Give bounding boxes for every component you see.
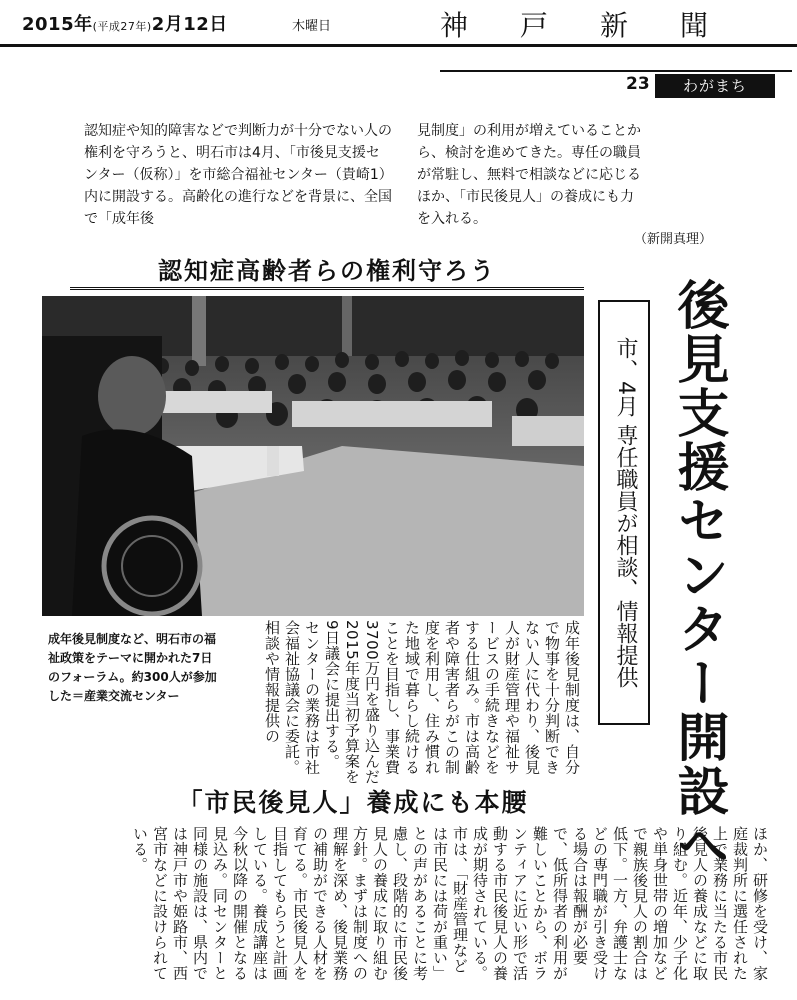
forum-photo [42, 296, 584, 616]
body-column-1: 成年後見制度は、自分で物事を十分判断できない人に代わり、後見人が財産管理や福祉サービスの手続きなどをする仕組み。市は高齢者や障害者らがこの制度を利用し、住み慣れた地域で暮らし続けることを目指し、事業費3700万円を盛り込んだ2015年度当初予算案を9日議会に提出する。センターの業務は市社会福祉協議会に委託。相談や情報提供の [263, 620, 581, 785]
date-month-day: 2月12日 [151, 14, 228, 35]
issue-date [22, 10, 228, 36]
main-headline: 後見支援センター開設へ [668, 278, 728, 872]
headline-kicker: 市、4月 専任職員が相談、情報提供 [598, 300, 650, 725]
date-year: 2015年 [22, 14, 93, 35]
section-rule [440, 70, 792, 72]
sub-headline-2: 「市民後見人」養成にも本腰 [177, 788, 529, 817]
lead-paragraph-1: 認知症や知的障害などで判断力が十分でない人の権利を守ろうと、明石市は4月、「市後見支援センター（仮称）」を市総合福祉センター（貴崎1）内に開設する。高齢化の進行などを背景に、全国で「成年後 [84, 123, 392, 227]
date-era: (平成27年) [92, 20, 152, 33]
lead-paragraph-2: 見制度」の利用が増えていることから、検討を進めてきた。専任の職員が常駐し、無料で相談などに応じるほか、「市民後見人」の養成にも力を入れる。 [417, 123, 641, 227]
sub-headline: 認知症高齢者らの権利守ろう [70, 252, 584, 290]
newspaper-name: 神戸新聞 [440, 9, 761, 42]
section-name: わがまち [655, 74, 775, 98]
byline: （新開真理） [634, 232, 713, 247]
forum-photo-illustration [42, 296, 584, 616]
page-number: 23 [626, 74, 650, 94]
photo-caption: 成年後見制度など、明石市の福祉政策をテーマに開かれた7日のフォーラム。約300人が参加した＝産業交流センター [48, 632, 217, 703]
body-column-2: ほか、研修を受け、家庭裁判所に選任された上で業務に当たる市民後見人の養成などに取り組む。近年、少子化や単身世帯の増加などで親族後見人の割合は低下。一方、弁護士などの専門職が引き受ける場合は報酬が必要で、低所得者の利用が難しいことから、ボランティアに近い形で活動する市民後見人の養成が期待されている。市は、「財産管理などは市民には荷が重い」との声があることに考慮し、段階的に市民後見人の養成に取り組む方針。まずは制度への理解を深め、後見業務の補助ができる人材を育てる。市民後見人を目指してもらうと計画している。養成講座は今秋以降の開催となる見込み。同センターと同様の施設は、県内では神戸市や姫路市、西宮市などに設けられている。 [131, 826, 769, 981]
issue-weekday: 木曜日 [292, 19, 332, 34]
